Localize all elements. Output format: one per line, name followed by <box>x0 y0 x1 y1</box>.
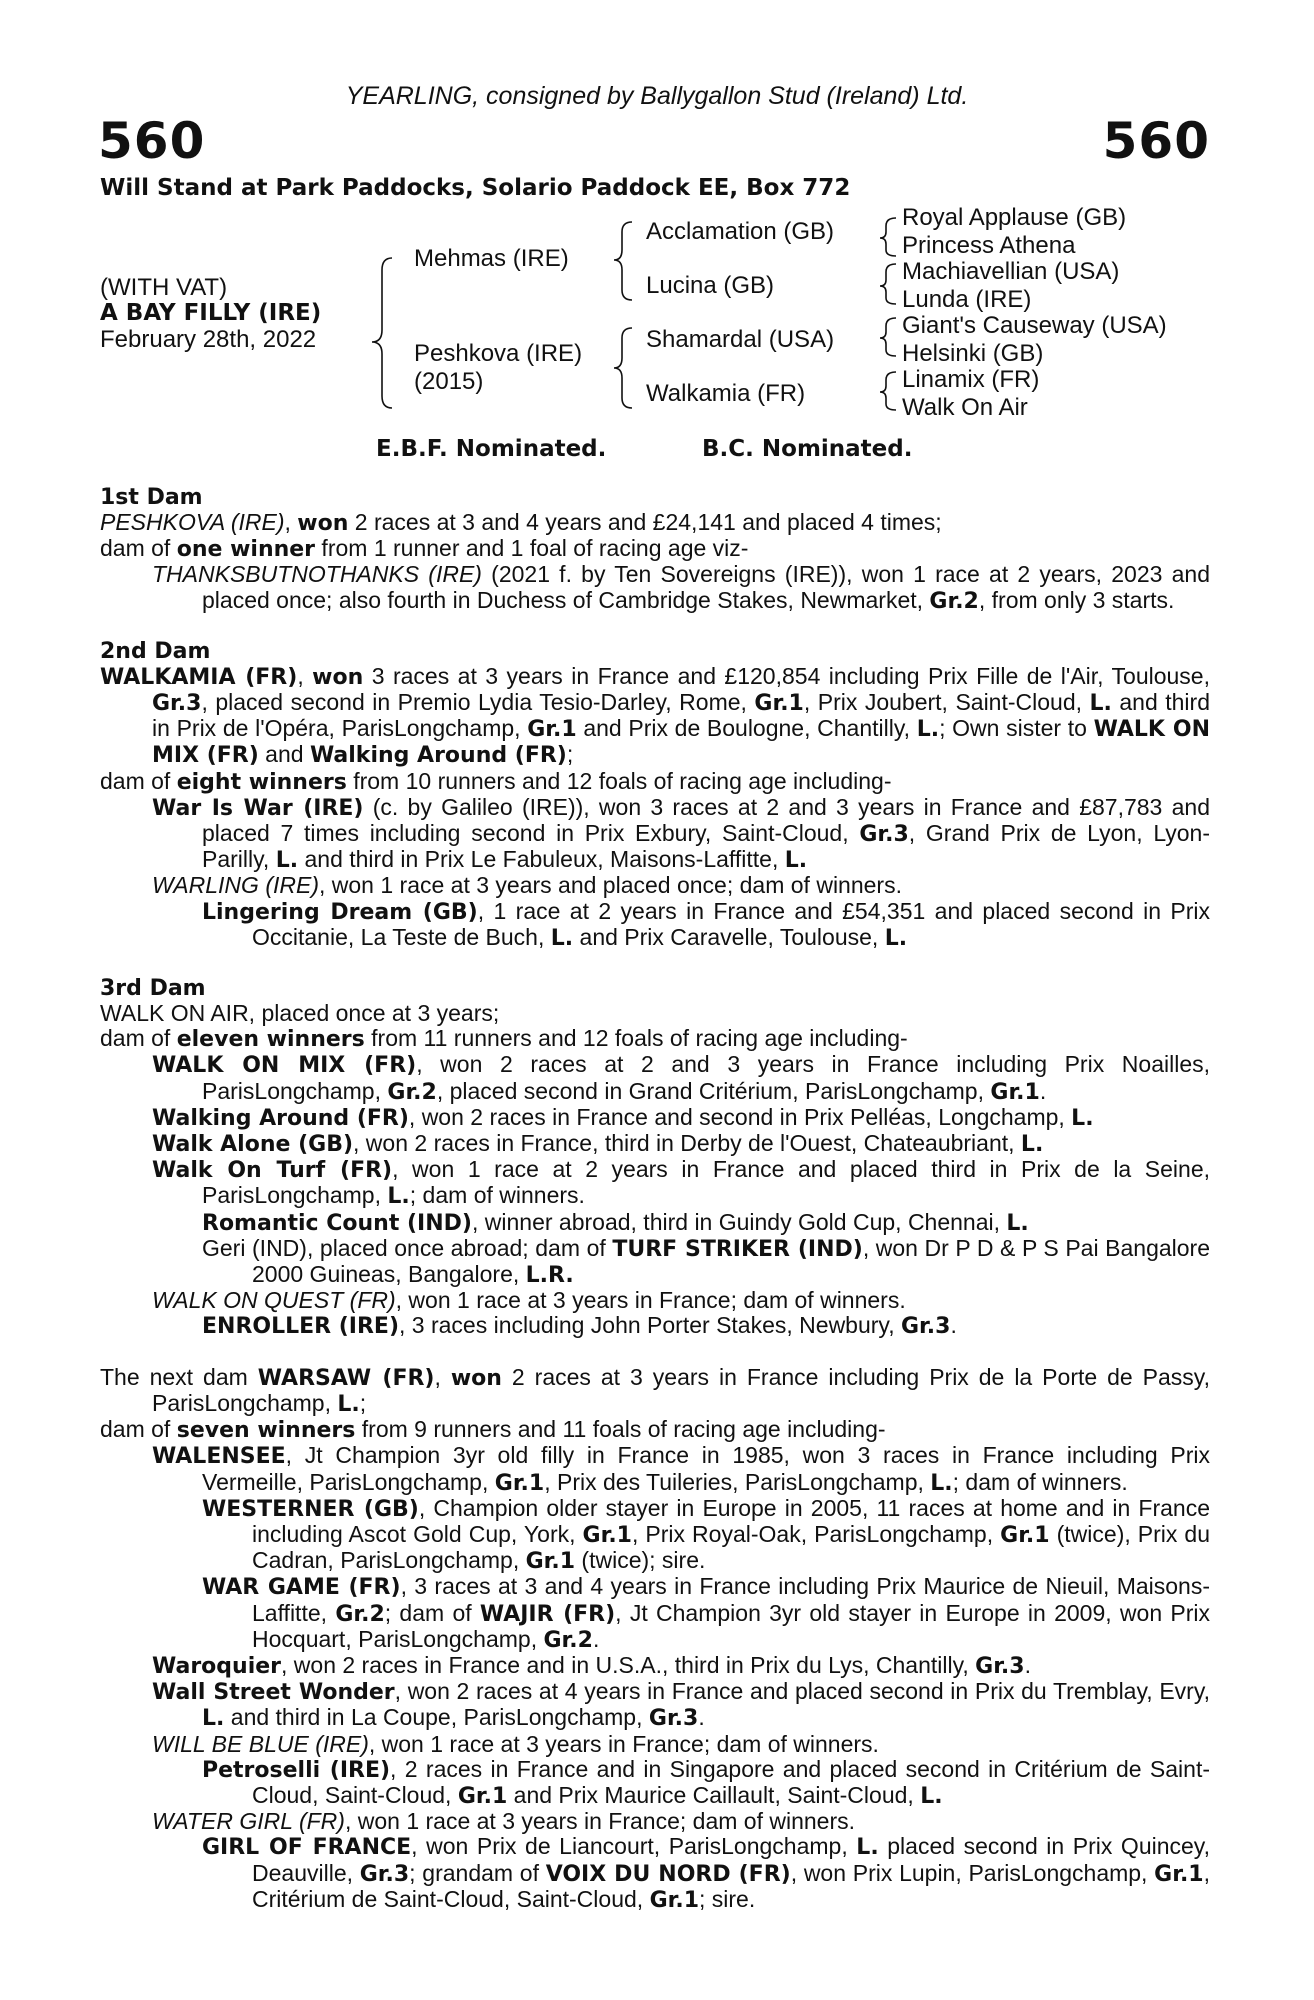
sire-name: Mehmas (IRE) <box>414 245 569 272</box>
ancestor-4: Lunda (IRE) <box>902 286 1032 313</box>
stand-location: Will Stand at Park Paddocks, Solario Paddock EE, Box 772 <box>100 175 851 201</box>
progeny-entry: WILL BE BLUE (IRE), won 1 race at 3 years in France; dam of winners. <box>152 1730 879 1757</box>
first-dam-produce: dam of one winner from 1 runner and 1 foal of racing age viz- <box>100 535 749 563</box>
bc-nomination: B.C. Nominated. <box>702 436 913 462</box>
progeny-entry: WALENSEE, Jt Champion 3yr old filly in France in 1985, won 3 races in France including Prix Vermeille, ParisLongchamp, Gr.1, Prix des Tuileries, ParisLongchamp, L.; dam of winners. <box>152 1442 1210 1496</box>
second-dam-produce: dam of eight winners from 10 runners and 12 foals of racing age including- <box>100 767 892 795</box>
dam-sire: Shamardal (USA) <box>646 326 835 353</box>
dam-name: Peshkova (IRE) <box>414 340 583 367</box>
horse-name: A BAY FILLY (IRE) <box>100 300 322 326</box>
ancestor-2: Princess Athena <box>902 232 1076 259</box>
produce-record <box>100 485 1210 1913</box>
lot-number-right: 560 <box>1102 112 1210 170</box>
consignor-line: YEARLING, consigned by Ballygallon Stud (Ireland) Ltd. <box>345 82 969 110</box>
third-dam-produce: dam of eleven winners from 11 runners and 12 foals of racing age including- <box>100 1025 908 1053</box>
next-dam-record: The next dam WARSAW (FR), won 2 races at 3 years in France including Prix de la Porte de Passy, ParisLongchamp, L.; <box>100 1363 1210 1417</box>
progeny-entry: Geri (IND), placed once abroad; dam of TURF STRIKER (IND), won Dr P D & P S Pai Bangalore 2000 Guineas, Bangalore, L.R. <box>202 1234 1211 1289</box>
lot-number-left: 560 <box>98 112 206 170</box>
sire-dam: Lucina (GB) <box>646 272 775 299</box>
progeny-entry: GIRL OF FRANCE, won Prix de Liancourt, ParisLongchamp, L. placed second in Prix Quincey, Deauville, Gr.3; grandam of VOIX DU NORD (FR), won Prix Lupin, ParisLongchamp, Gr.1, Critérium de Saint-Cloud, Saint-Cloud, Gr.1; sire. <box>202 1833 1210 1913</box>
ancestor-5: Giant's Causeway (USA) <box>902 312 1167 339</box>
third-dam-heading: 3rd Dam <box>100 976 206 1002</box>
progeny-entry: WATER GIRL (FR), won 1 race at 3 years in France; dam of winners. <box>152 1808 856 1835</box>
ancestor-3: Machiavellian (USA) <box>902 258 1120 285</box>
progeny-entry: WALK ON MIX (FR), won 2 races at 2 and 3 years in France including Prix Noailles, ParisLongchamp, Gr.2, placed second in Grand Critérium, ParisLongchamp, Gr.1. <box>152 1051 1210 1105</box>
foaling-date: February 28th, 2022 <box>100 326 317 353</box>
next-dam-produce: dam of seven winners from 9 runners and 11 foals of racing age including- <box>100 1416 886 1444</box>
ancestor-7: Linamix (FR) <box>902 366 1040 393</box>
third-dam-record: WALK ON AIR, placed once at 3 years; <box>100 1000 500 1027</box>
progeny-entry: WALK ON QUEST (FR), won 1 race at 3 years in France; dam of winners. <box>152 1287 906 1314</box>
progeny-entry: Wall Street Wonder, won 2 races at 4 years in France and placed second in Prix du Tremblay, Evry, L. and third in La Coupe, ParisLongchamp, Gr.3. <box>152 1678 1211 1732</box>
second-dam-heading: 2nd Dam <box>100 638 211 664</box>
progeny-entry: ENROLLER (IRE), 3 races including John Porter Stakes, Newbury, Gr.3. <box>202 1312 957 1340</box>
progeny-entry: Lingering Dream (GB), 1 race at 2 years in France and £54,351 and placed second in Prix Occitanie, La Teste de Buch, L. and Prix Caravelle, Toulouse, L. <box>202 897 1210 951</box>
ancestor-1: Royal Applause (GB) <box>902 204 1127 231</box>
sire-sire: Acclamation (GB) <box>646 218 835 245</box>
progeny-entry: Waroquier, won 2 races in France and in U.S.A., third in Prix du Lys, Chantilly, Gr.3. <box>152 1651 1031 1679</box>
dam-year: (2015) <box>414 368 484 395</box>
progeny-entry: Romantic Count (IND), winner abroad, third in Guindy Gold Cup, Chennai, L. <box>202 1208 1029 1236</box>
dam-dam: Walkamia (FR) <box>646 380 806 407</box>
ancestor-8: Walk On Air <box>902 394 1028 421</box>
ebf-nomination: E.B.F. Nominated. <box>376 436 607 462</box>
first-dam-record: PESHKOVA (IRE), won 2 races at 3 and 4 years and £24,141 and placed 4 times; <box>100 509 942 536</box>
progeny-entry: War Is War (IRE) (c. by Galileo (IRE)), won 3 races at 2 and 3 years in France and £87,783 and placed 7 times including second in Prix Exbury, Saint-Cloud, Gr.3, Grand Prix de Lyon, Lyon-Parilly, L. and third in Prix Le Fabuleux, Maisons-Laffitte, L. <box>152 793 1210 874</box>
ancestor-6: Helsinki (GB) <box>902 340 1044 367</box>
progeny-entry: THANKSBUTNOTHANKS (IRE) (2021 f. by Ten Sovereigns (IRE)), won 1 race at 2 years, 2023 and placed once; also fourth in Duchess of Cambridge Stakes, Newmarket, Gr.2, from only 3 starts. <box>152 561 1210 614</box>
first-dam-heading: 1st Dam <box>100 485 203 510</box>
progeny-entry: Walk Alone (GB), won 2 races in France, third in Derby de l'Ouest, Chateaubriant, L. <box>152 1130 1044 1158</box>
progeny-entry: WARLING (IRE), won 1 race at 3 years and placed once; dam of winners. <box>152 872 902 899</box>
progeny-entry: WESTERNER (GB), Champion older stayer in Europe in 2005, 11 races at home and in France including Ascot Gold Cup, York, Gr.1, Prix Royal-Oak, ParisLongchamp, Gr.1 (twice), Prix du Cadran, ParisLongchamp, Gr.1 (twice); sire. <box>202 1494 1211 1575</box>
second-dam-record: WALKAMIA (FR), won 3 races at 3 years in France and £120,854 including Prix Fille de l'Air, Toulouse, Gr.3, placed second in Premio Lydia Tesio-Darley, Rome, Gr.1, Prix Joubert, Saint-Cloud, L. and third in Prix de l'Opéra, ParisLongchamp, Gr.1 and Prix de Boulogne, Chantilly, L.; Own sister to WALK ON MIX (FR) and Walking Around (FR); <box>100 662 1211 769</box>
progeny-entry: Walking Around (FR), won 2 races in France and second in Prix Pelléas, Longchamp, L. <box>152 1103 1094 1131</box>
progeny-entry: WAR GAME (FR), 3 races at 3 and 4 years in France including Prix Maurice de Nieuil, Maisons-Laffitte, Gr.2; dam of WAJIR (FR), Jt Champion 3yr old stayer in Europe in 2009, won Prix Hocquart, ParisLongchamp, Gr.2. <box>202 1573 1211 1653</box>
progeny-entry: Walk On Turf (FR), won 1 race at 2 years in France and placed third in Prix de la Seine, ParisLongchamp, L.; dam of winners. <box>152 1156 1210 1210</box>
vat-label: (WITH VAT) <box>100 274 228 301</box>
progeny-entry: Petroselli (IRE), 2 races in France and in Singapore and placed second in Critérium de Saint-Cloud, Saint-Cloud, Gr.1 and Prix Maurice Caillault, Saint-Cloud, L. <box>202 1755 1211 1809</box>
